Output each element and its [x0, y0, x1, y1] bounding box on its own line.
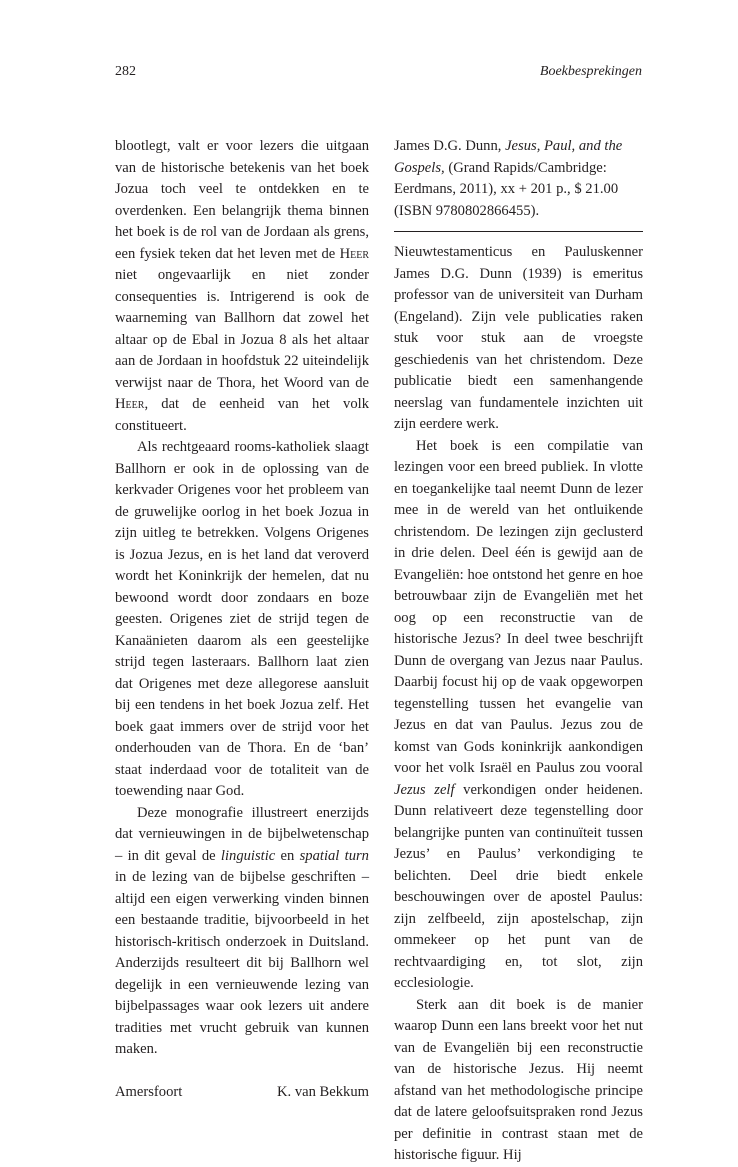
paragraph-text: en	[275, 847, 300, 864]
paragraph-text: niet ongevaarlijk en niet zonder consequenties is. Intrigerend is ook de waarneming van Ballhorn dat zowel het altaar op de Ebal in Jozua 8 als het altaar aan de Jordaan in hoofdstuk 22 uiteindelijk verwijst naar de Thora, het Woord van de	[115, 267, 369, 391]
paragraph-text: , dat de eenheid van het volk constitueert.	[115, 396, 369, 434]
citation-title: Jesus, Paul, and the Gospels,	[394, 138, 623, 176]
citation-details: (Grand Rapids/Cambridge: Eerdmans, 2011), xx + 201 p., $ 21.00 (ISBN 9780802866455).	[394, 159, 619, 219]
italic-term: Jezus zelf	[394, 781, 455, 798]
paragraph-text: verkondigen onder heidenen. Dunn relativeert deze tegenstelling door belangrijke punten van continuïteit tussen Jezus’ en Paulus’ verkondiging te belichten. Deel drie biedt enkele beschouwingen over de apostel Paulus: zijn zelfbeeld, zijn apostelschap, zijn ommekeer op het punt van de rechtvaardiging en, tot slot, zijn ecclesiologie.	[394, 781, 643, 991]
paragraph: Nieuwtestamenticus en Pauluskenner James D.G. Dunn (1939) is emeritus professor van de universiteit van Durham (Engeland). Zijn vele publicaties raken stuk voor stuk aan de vroegste geschiedenis van het christendom. Deze publicatie biedt een samenhangende neerslag van fundamentele inzichten uit zijn eerdere werk.	[394, 244, 643, 432]
left-column	[115, 136, 369, 1103]
paragraph-text: in de lezing van de bijbelse geschriften – altijd een eigen verwerking vinden binnen een bestaande traditie, bijvoorbeeld in het historisch-kritisch onderzoek in Duitsland. Anderzijds resulteert dit bij Ballhorn wel degelijk in een vernieuwende lezing van bijbelpassages waar ook lezers uit andere tradities met vrucht gebruik van kunnen maken.	[115, 869, 369, 1057]
running-head: Boekbesprekingen	[539, 64, 642, 79]
paragraph: Als rechtgeaard rooms-katholiek slaagt Ballhorn er ook in de oplossing van de kerkvader Origenes voor het probleem van de gruwelijke oorlog in het boek Jozua in zijn uitleg te betrekken. Volgens Origenes is Jozua Jezus, en is het land dat veroverd wordt het Koninkrijk der hemelen, dat nu bewoond wordt door zondaars en boze geesten. Origenes ziet de strijd tegen de Kanaänieten daarom als een geestelijke strijd tegen lasteraars. Ballhorn laat zien dat Origenes met deze allegorese aansluit bij een tendens in het boek Jozua zelf. Het boek gaat immers over de strijd voor het onderhouden van de Thora. En de ‘ban’ staat inderdaad voor de totaliteit van de toewending naar God.	[115, 439, 369, 799]
page-number: 282	[115, 64, 136, 79]
paragraph-text: Deze monografie illustreert enerzijds dat vernieuwingen in de bijbelwetenschap – in dit geval de	[115, 804, 369, 864]
book-citation	[394, 136, 643, 222]
small-caps-heer: Heer	[339, 245, 369, 262]
paragraph	[115, 803, 369, 1061]
right-column	[394, 136, 643, 1167]
signature-author: K. van Bekkum	[276, 1083, 369, 1100]
paragraph-text: blootlegt, valt er voor lezers die uitgaan van de historische betekenis van het boek Jozua toch veel te ontdekken en te overdenken. Een belangrijk thema binnen het boek is de rol van de Jordaan als grens, een fysiek teken dat het leven met de	[115, 138, 369, 262]
paragraph-text: Het boek is een compilatie van lezingen voor een breed publiek. In vlotte en toegankelijke taal neemt Dunn de lezer mee in de wereld van het ontluikende christendom. De lezingen zijn geclusterd in drie delen. Deel één is gewijd aan de Evangeliën: hoe ontstond het genre en hoe betrouwbaar zijn de Evangeliën met het oog op een reconstructie van de historische Jezus? In deel twee beschrijft Dunn de overgang van Jezus naar Paulus. Daarbij focust hij op de vaak opgeworpen tegenstelling tussen het evangelie van Jezus en dat van Paulus. Jezus zou de komst van Gods koninkrijk aankondigen voor het volk Israël en Paulus zou vooral	[394, 437, 643, 776]
citation-divider	[394, 231, 643, 232]
paragraph: Sterk aan dit boek is de manier waarop Dunn een lans breekt voor het nut van de Evangeliën bij een reconstructie van de historische Jezus. Hij neemt afstand van het methodologische principe dat de latere geloofsuitspraken rond Jezus per definitie in contrast staan met de historische figuur. Hij	[394, 996, 643, 1163]
italic-term: spatial turn	[299, 847, 369, 864]
paragraph	[394, 436, 643, 995]
review-signature	[115, 1082, 369, 1104]
citation-author: James D.G. Dunn,	[394, 138, 506, 154]
italic-term: linguistic	[220, 847, 276, 864]
signature-place: Amersfoort	[115, 1083, 183, 1100]
paragraph	[115, 136, 369, 437]
small-caps-heer: Heer	[115, 396, 145, 412]
